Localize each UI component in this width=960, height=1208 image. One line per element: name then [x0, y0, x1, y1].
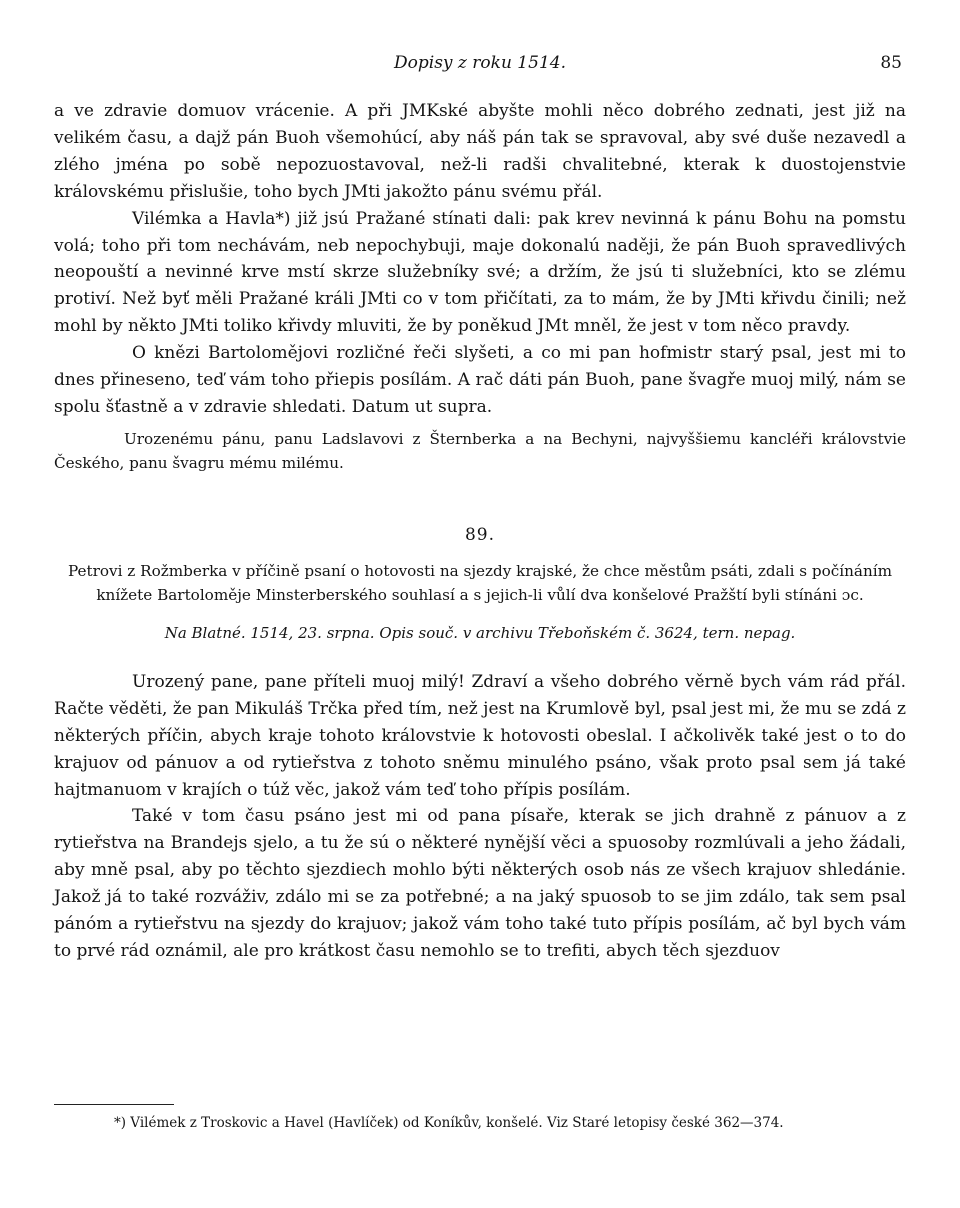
- letter-paragraph-greeting: Urozený pane, pane příteli muoj milý! Zdraví a všeho dobrého věrně bych vám rád přál. Račte věděti, že pan Mikuláš Trčka před tím, než jest na Krumlově byl, psal jest mi, že mu se zdá z některých příčin, abych kraje tohoto královstvie k hotovosti obeslal. I ačkolivěk také jest o to do krajuov od pánuov a od rytieřstva z tohoto sněmu minulého psáno, však proto psal sem já také hajtmanuom v krajích o túž věc, jakož vám teď toho přípis posílám.: [54, 671, 906, 800]
- letter-source: Na Blatné. 1514, 23. srpna. Opis souč. v archivu Třeboňském č. 3624, tern. nepag.: [164, 623, 796, 642]
- book-page: [54, 0, 906, 1208]
- paragraph-continuation: a ve zdravie domuov vrácenie. A při JMKské abyšte mohli něco dobrého zednati, jest již na velikém času, a dajž pán Buoh všemohúcí, aby náš pán tak se spravoval, aby své duše nezavedl a zlého jména po sobě nepozuostavoval, než-li radši chvalitebné, kterak k duostojenstvie královskému přislušie, toho bych JMti jakožto pánu svému přál.: [54, 101, 906, 202]
- page-header: [54, 53, 906, 77]
- letter-paragraph-brandejs: Také v tom času psáno jest mi od pana písaře, kterak se jich drahně z pánuov a z rytieřstva na Brandejs sjelo, a tu že sú o některé nynější věci a spuosoby rozmlúvali a jeho žádali, aby mně psal, aby po těchto sjezdiech mohlo býti některých osob nás ze všech krajuov shledánie. Jakož já to také rozváživ, zdálo mi se za potřebné; a na jaký spuosob to se jim zdálo, tak sem psal pánóm a rytieřstvu na sjezdy do krajuov; jakož vám toho také tuto přípis posílám, ač byl bych vám to prvé rád oznámil, ale pro krátkost času nemohlo se to trefiti, abych těch sjezduov: [54, 806, 906, 961]
- paragraph-bartolomej: O knězi Bartolomějovi rozličné řeči slyšeti, a co mi pan hofmistr starý psal, jest mi to dnes přineseno, teď vám toho přiepis posílám. A rač dáti pán Buoh, pane švagře muoj milý, nám se spolu šťastně a v zdravie shledati. Datum ut supra.: [54, 343, 906, 417]
- letter-address: Urozenému pánu, panu Ladslavovi z Šternberka a na Bechyni, najvyššiemu kancléři královstvie Českého, panu švagru mému milému.: [54, 429, 906, 472]
- page-number: 85: [880, 53, 902, 73]
- running-title: Dopisy z roku 1514.: [394, 53, 566, 73]
- body-text: [54, 98, 906, 965]
- footnote: *) Vilémek z Troskovic a Havel (Havlíček) od Koníkův, konšelé. Viz Staré letopisy české 362—374.: [114, 1115, 784, 1131]
- footnote-divider: [54, 1104, 174, 1105]
- letter-regest: Petrovi z Rožmberka v příčině psaní o hotovosti na sjezdy krajské, že chce městům psáti, zdali s počínáním knížete Bartoloměje Minsterberského souhlasí a s jejich-li vůlí dva konšelové Pražští byli stínáni ɔc.: [68, 561, 892, 604]
- paragraph-vilemek-havel: Vilémka a Havla*) již jsú Pražané stínati dali: pak krev nevinná k pánu Bohu na pomstu volá; toho při tom nechávám, neb nepochybuji, maje dokonalú naději, že pán Buoh spravedlivých neopouští a nevinné krve mstí skrze služebníky své; a držím, že jsú ti služebníci, kto se zlému protiví. Než byť měli Pražané králi JMti co v tom přičítati, za to mám, že by JMti křivdu činili; než mohl by někto JMti toliko křivdy mluviti, že by poněkud JMt mněl, že jest v tom něco pravdy.: [54, 208, 906, 337]
- letter-number: 89.: [464, 524, 496, 545]
